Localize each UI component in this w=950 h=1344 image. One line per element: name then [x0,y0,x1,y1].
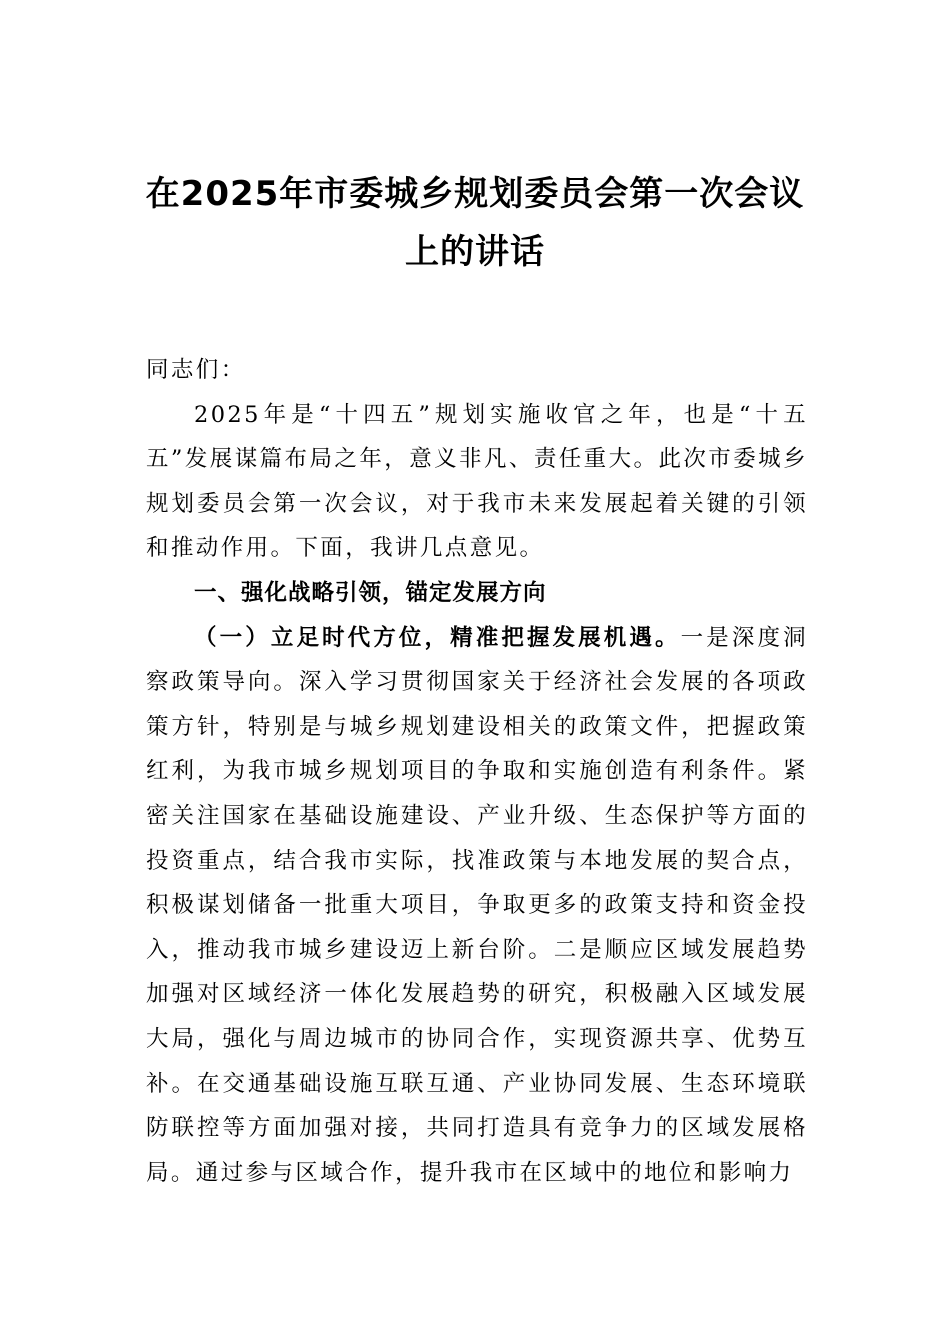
section-1-paragraph-1-text: 一是深度洞察政策导向。深入学习贯彻国家关于经济社会发展的各项政策方针，特别是与城乡规划建设相关的政策文件，把握政策红利，为我市城乡规划项目的争取和实施创造有利条件。紧密关注国家在基础设施建设、产业升级、生态保护等方面的投资重点，结合我市实际，找准政策与本地发展的契合点，积极谋划储备一批重大项目，争取更多的政策支持和资金投入，推动我市城乡建设迈上新台阶。二是顺应区域发展趋势加强对区域经济一体化发展趋势的研究，积极融入区域发展大局，强化与周边城市的协同合作，实现资源共享、优势互补。在交通基础设施互联互通、产业协同发展、生态环境联防联控等方面加强对接，共同打造具有竞争力的区域发展格局。通过参与区域合作，提升我市在区域中的地位和影响力 [146,624,808,1186]
sub-heading-1: （一）立足时代方位，精准把握发展机遇。 [194,624,681,651]
title-line-2: 上的讲话 [405,232,545,272]
document-title [140,165,810,281]
salutation: 同志们： [146,357,246,383]
intro-paragraph: 2025年是“十四五”规划实施收官之年，也是“十五五”发展谋篇布局之年，意义非凡、责任重大。此次市委城乡规划委员会第一次会议，对于我市未来发展起着关键的引领和推动作用。下面，我讲几点意见。 [146,401,808,562]
section-heading-1: 一、强化战略引领，锚定发展方向 [194,579,547,606]
document-body [146,348,808,1195]
section-1-paragraph-1 [146,616,808,1196]
title-line-1: 在2025年市委城乡规划委员会第一次会议 [145,174,805,214]
